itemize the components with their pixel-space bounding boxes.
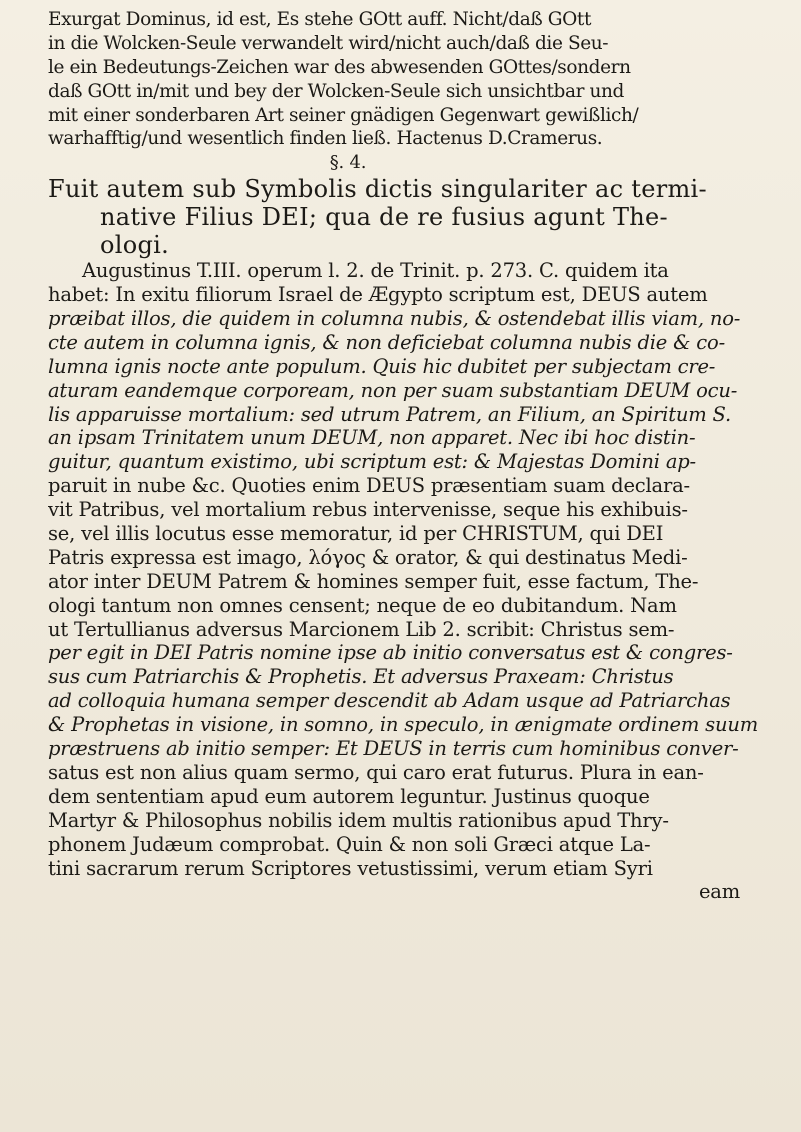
body-line-16: ut Tertullianus adversus Marcionem Lib 2. scribit: Christus sem- <box>48 617 675 641</box>
body-line-22: satus est non alius quam sermo, qui caro erat futurus. Plura in ean- <box>48 760 704 784</box>
section-heading-line-1: Fuit autem sub Symbolis dictis singulariter ac termi- <box>48 175 707 204</box>
section-number: §. 4. <box>329 152 367 174</box>
body-line-7: lis apparuisse mortalium: sed utrum Patrem, an Filium, an Spiritum S. <box>48 402 731 426</box>
fraktur-line-6: warhafftig/und wesentlich finden ließ. Hactenus D.Cramerus. <box>48 128 603 150</box>
body-line-10: paruit in nube &c. Quoties enim DEUS præsentiam suam declara- <box>48 474 690 498</box>
fraktur-line-3: le ein Bedeutungs-Zeichen war des abwesenden GOttes/sondern <box>48 56 631 78</box>
body-line-24: Martyr & Philosophus nobilis idem multis rationibus apud Thry- <box>48 808 669 832</box>
body-line-17: per egit in DEI Patris nomine ipse ab initio conversatus est & congres- <box>48 641 733 665</box>
body-line-18: sus cum Patriarchis & Prophetis. Et adversus Praxeam: Christus <box>48 665 674 689</box>
body-line-4: cte autem in columna ignis, & non deficiebat columna nubis die & co- <box>48 330 725 354</box>
body-line-8: an ipsam Trinitatem unum DEUM, non apparet. Nec ibi hoc distin- <box>48 426 696 450</box>
body-line-13: Patris expressa est imago, λόγος & orator, & qui destinatus Medi- <box>48 545 688 569</box>
body-line-5: lumna ignis nocte ante populum. Quis hic dubitet per subjectam cre- <box>48 354 716 378</box>
body-line-6: aturam eandemque corpoream, non per suam substantiam DEUM ocu- <box>48 378 738 402</box>
body-line-23: dem sententiam apud eum autorem leguntur. Justinus quoque <box>48 784 650 808</box>
body-line-26: tini sacrarum rerum Scriptores vetustissimi, verum etiam Syri <box>48 856 653 880</box>
body-line-2: habet: In exitu filiorum Israel de Ægypto scriptum est, DEUS autem <box>48 283 708 307</box>
body-line-25: phonem Judæum comprobat. Quin & non soli Græci atque La- <box>48 832 651 856</box>
body-line-9: guitur, quantum existimo, ubi scriptum est: & Majestas Domini ap- <box>48 450 696 474</box>
catchword: eam <box>698 880 740 904</box>
body-line-1: Augustinus T.III. operum l. 2. de Trinit. p. 273. C. quidem ita <box>82 259 669 283</box>
body-line-14: ator inter DEUM Patrem & homines semper fuit, esse factum, The- <box>48 569 699 593</box>
fraktur-line-4: daß GOtt in/mit und bey der Wolcken-Seule sich unsichtbar und <box>48 80 625 102</box>
body-line-3: præibat illos, die quidem in columna nubis, & ostendebat illis viam, no- <box>48 307 741 331</box>
body-line-15: ologi tantum non omnes censent; neque de eo dubitandum. Nam <box>48 593 677 617</box>
section-heading-line-2: native Filius DEI; qua de re fusius agunt The- <box>100 203 668 232</box>
fraktur-line-5: mit einer sonderbaren Art seiner gnädigen Gegenwart gewißlich/ <box>48 104 639 126</box>
body-line-12: se, vel illis locutus esse memoratur, id per CHRISTUM, qui DEI <box>48 522 664 546</box>
text-block <box>48 8 768 904</box>
fraktur-line-2: in die Wolcken-Seule verwandelt wird/nicht auch/daß die Seu- <box>48 32 609 54</box>
body-line-20: & Prophetas in visione, in somno, in speculo, in ænigmate ordinem suum <box>48 713 758 737</box>
fraktur-line-1: Exurgat Dominus, id est, Es stehe GOtt auff. Nicht/daß GOtt <box>48 9 591 30</box>
body-line-21: præstruens ab initio semper: Et DEUS in terris cum hominibus conver- <box>48 737 739 761</box>
body-line-11: vit Patribus, vel mortalium rebus intervenisse, seque his exhibuis- <box>48 498 688 522</box>
body-line-19: ad colloquia humana semper descendit ab Adam usque ad Patriarchas <box>48 689 731 713</box>
section-heading-line-3: ologi. <box>100 231 170 260</box>
